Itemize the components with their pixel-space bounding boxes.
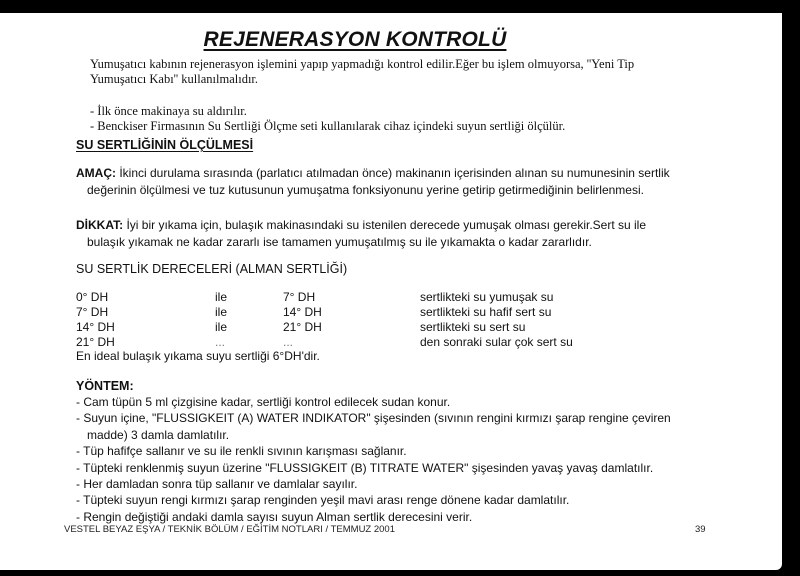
hardness-to: 7° DH: [283, 290, 316, 304]
document-page: [0, 13, 782, 570]
intro-line-1: Yumuşatıcı kabının rejenerasyon işlemini yapıp yapmadığı kontrol edilir.Eğer bu işlem olmuyorsa, ''Yeni Tip: [90, 57, 635, 71]
method-item: - Tüpteki renklenmiş suyun üzerine "FLUSSIGKEIT (B) TITRATE WATER" şişesinden yavaş yavaş damlatılır.: [76, 460, 654, 475]
method-heading: YÖNTEM:: [76, 379, 134, 393]
intro-line-2: Yumuşatıcı Kabı'' kullanılmalıdır.: [90, 72, 259, 86]
hardness-sep: ile: [215, 305, 228, 319]
hardness-to: ...: [283, 335, 294, 349]
method-item: - Suyun içine, "FLUSSIGKEIT (A) WATER INDIKATOR" şişesinden (sıvının rengini kırmızı şarap rengine çeviren: [76, 411, 671, 426]
method-item: - Her damladan sonra tüp sallanır ve damlalar sayılır.: [76, 477, 358, 492]
method-item: madde) 3 damla damlatılır.: [87, 427, 230, 442]
dikkat-paragraph: [76, 217, 646, 251]
hardness-from: 0° DH: [76, 290, 109, 304]
hardness-to: 21° DH: [283, 320, 322, 334]
method-item: - Cam tüpün 5 ml çizgisine kadar, sertliği kontrol edilecek sudan konur.: [76, 395, 451, 409]
step-item: - İlk önce makinaya su aldırılır.: [90, 104, 247, 118]
amac-label: AMAÇ:: [76, 166, 116, 180]
page-title: REJENERASYON KONTROLÜ: [203, 28, 507, 51]
hardness-sep: ...: [215, 335, 226, 349]
amac-paragraph: [76, 165, 670, 199]
hardness-desc: den sonraki sular çok sert su: [420, 335, 573, 349]
hardness-desc: sertlikteki su sert su: [420, 320, 526, 334]
hardness-heading: SU SERTLİK DERECELERİ (ALMAN SERTLİĞİ): [76, 262, 348, 276]
footer-text: VESTEL BEYAZ EŞYA / TEKNİK BÖLÜM / EĞİTİM NOTLARI / TEMMUZ 2001: [64, 524, 396, 535]
page-number: 39: [695, 524, 706, 535]
hardness-from: 7° DH: [76, 305, 109, 319]
hardness-sep: ile: [215, 320, 228, 334]
amac-line-1: İkinci durulama sırasında (parlatıcı atılmadan önce) makinanın içerisinden alınan su numunesinin sertlik: [116, 166, 670, 180]
hardness-from: 14° DH: [76, 320, 115, 334]
method-item: - Tüp hafifçe sallanır ve su ile renkli sıvının karışması sağlanır.: [76, 444, 407, 459]
step-item: - Benckiser Firmasının Su Sertliği Ölçme seti kullanılarak cihaz içindeki suyun sertliği ölçülür.: [90, 119, 566, 133]
hardness-to: 14° DH: [283, 305, 322, 319]
hardness-desc: sertlikteki su yumuşak su: [420, 290, 554, 304]
method-item: - Rengin değiştiği andaki damla sayısı suyun Alman sertlik derecesini verir.: [76, 509, 473, 524]
ideal-note: En ideal bulaşık yıkama suyu sertliği 6°DH'dir.: [76, 349, 320, 363]
method-item: - Tüpteki suyun rengi kırmızı şarap renginden yeşil mavi arası renge dönene kadar damlatılır.: [76, 493, 570, 508]
hardness-desc: sertlikteki su hafif sert su: [420, 305, 552, 319]
method-list: [76, 394, 671, 525]
hardness-sep: ile: [215, 290, 228, 304]
amac-line-2: değerinin ölçülmesi ve tuz kutusunun yumuşatma fonksiyonunu yerine getirip getirmediğinin belirlenmesi.: [87, 183, 644, 197]
hardness-from: 21° DH: [76, 335, 115, 349]
section-heading: SU SERTLİĞİNİN ÖLÇÜLMESİ: [76, 138, 254, 152]
dikkat-label: DİKKAT:: [76, 218, 124, 232]
dikkat-line-1: İyi bir yıkama için, bulaşık makinasındaki su istenilen derecede yumuşak olması gerekir.Sert su ile: [123, 218, 647, 232]
dikkat-line-2: bulaşık yıkamak ne kadar zararlı ise tamamen yumuşatılmış su ile yıkamakta o kadar zararlıdır.: [87, 235, 592, 249]
